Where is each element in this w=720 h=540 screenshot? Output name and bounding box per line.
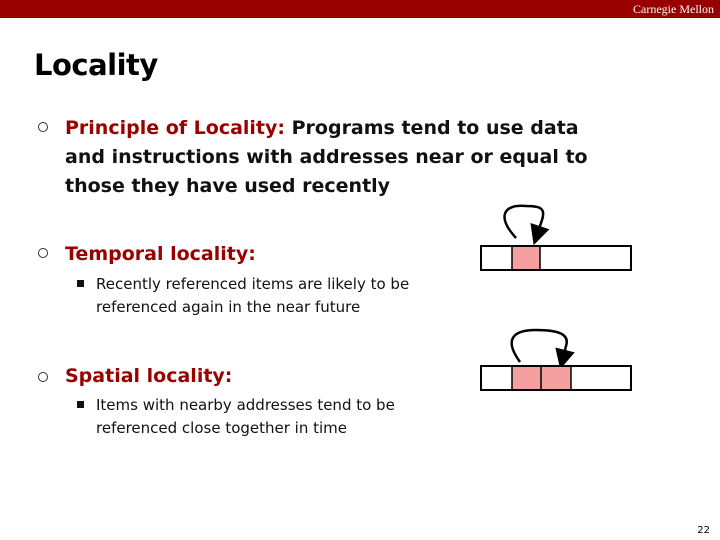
spatial-detail-text: Items with nearby addresses tend to be referenced close together in time bbox=[96, 396, 395, 437]
principle-label: Principle of Locality: bbox=[65, 117, 285, 139]
square-bullet-icon bbox=[77, 401, 84, 408]
memory-cell-highlighted bbox=[512, 246, 540, 270]
bullet-icon bbox=[36, 120, 52, 136]
temporal-detail bbox=[77, 273, 456, 319]
brand-label: Carnegie Mellon bbox=[633, 2, 714, 16]
temporal-locality-diagram bbox=[476, 194, 636, 276]
memory-cell-highlighted bbox=[541, 366, 571, 390]
memory-array bbox=[481, 246, 631, 270]
self-reference-arrow bbox=[505, 206, 544, 238]
memory-cell-highlighted bbox=[512, 366, 541, 390]
temporal-heading: Temporal locality: bbox=[65, 243, 256, 265]
bullet-icon bbox=[36, 246, 52, 262]
spatial-detail bbox=[77, 394, 456, 440]
page-number: 22 bbox=[697, 525, 710, 536]
bullet-icon bbox=[36, 370, 52, 386]
slide-title: Locality bbox=[34, 48, 158, 82]
principle-paragraph bbox=[65, 114, 625, 201]
spatial-locality-diagram bbox=[476, 318, 636, 400]
header-bar bbox=[0, 0, 720, 18]
adjacent-reference-arrow bbox=[512, 330, 567, 362]
spatial-heading: Spatial locality: bbox=[65, 365, 233, 387]
square-bullet-icon bbox=[77, 280, 84, 287]
principle-text: Programs tend to use data and instructions with addresses near or equal to those they have used recently bbox=[65, 117, 588, 197]
temporal-detail-text: Recently referenced items are likely to be referenced again in the near future bbox=[96, 275, 410, 316]
